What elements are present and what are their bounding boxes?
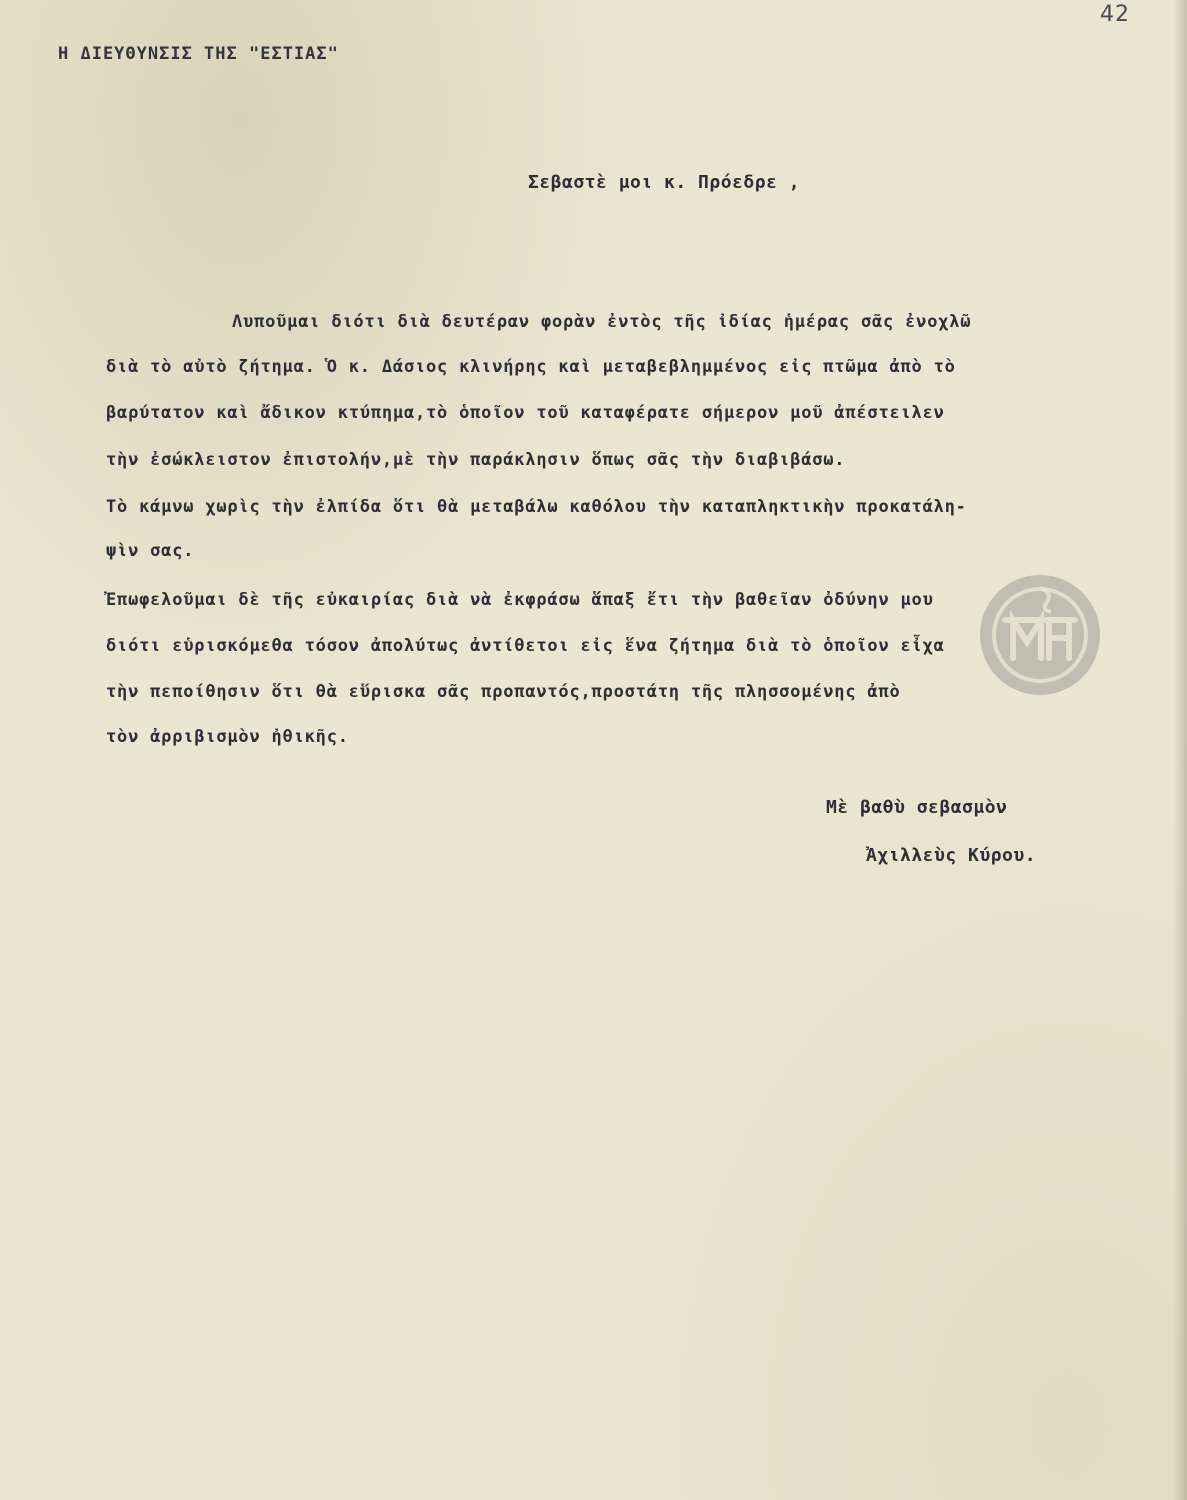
body-line-8: διότι εὑρισκόμεθα τόσον ἀπολύτως ἀντίθετοι εἰς ἕνα ζήτημα διὰ τὸ ὁποῖον εἶχα [106, 636, 945, 656]
body-line-9: τὴν πεποίθησιν ὅτι θὰ εὕρισκα σᾶς προπαντός,προστάτη τῆς πλησσομένης ἀπὸ [106, 682, 901, 702]
page-edge-shadow [1173, 0, 1187, 1500]
body-line-4: τὴν ἐσώκλειστον ἐπιστολήν,μὲ τὴν παράκλησιν ὅπως σᾶς τὴν διαβιβάσω. [106, 450, 846, 470]
body-line-7: Ἐπωφελοῦμαι δὲ τῆς εὐκαιρίας διὰ νὰ ἐκφράσω ἅπαξ ἔτι τὴν βαθεῖαν ὀδύνην μου [106, 590, 934, 610]
archive-stamp-logo [977, 572, 1103, 698]
body-line-6: ψὶν σας. [106, 541, 195, 561]
letterhead: Η ΔΙΕΥΘΥΝΣΙΣ ΤΗΣ "ΕΣΤΙΑΣ" [58, 44, 339, 64]
body-line-1: Λυποῦμαι διότι διὰ δευτέραν φορὰν ἐντὸς τῆς ἰδίας ἡμέρας σᾶς ἐνοχλῶ [232, 312, 972, 332]
closing-formula: Μὲ βαθὺ σεβασμὸν [826, 797, 1008, 818]
body-line-5: Τὸ κάμνω χωρὶς τὴν ἐλπίδα ὅτι θὰ μεταβάλω καθόλου τὴν καταπληκτικὴν προκατάλη- [106, 497, 967, 517]
salutation: Σεβαστὲ μοι κ. Πρόεδρε , [528, 172, 801, 193]
signature: Ἀχιλλεὺς Κύρου. [866, 845, 1037, 866]
page-number: 42 [1100, 2, 1130, 27]
body-line-2: διὰ τὸ αὐτὸ ζήτημα. Ὁ κ. Δάσιος κλινήρης καὶ μεταβεβλημμένος εἰς πτῶμα ἀπὸ τὸ [106, 357, 956, 377]
body-line-3: βαρύτατον καὶ ἄδικον κτύπημα,τὸ ὁποῖον τοῦ καταφέρατε σήμερον μοῦ ἀπέστειλεν [106, 403, 945, 423]
body-line-10: τὸν ἀρριβισμὸν ἠθικῆς. [106, 727, 349, 747]
